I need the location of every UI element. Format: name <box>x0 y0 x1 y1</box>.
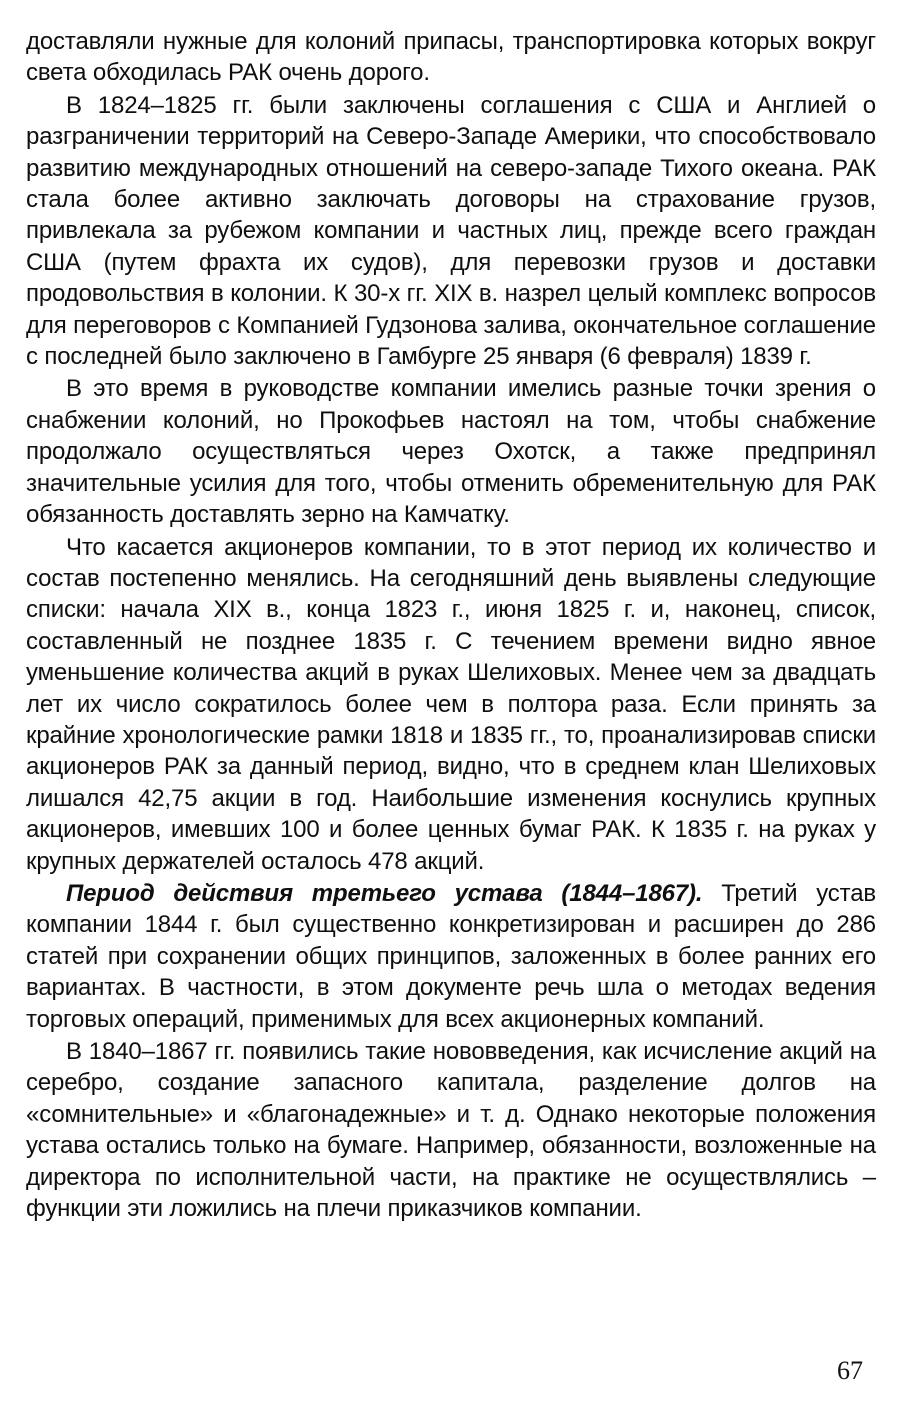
section-heading: Период действия третьего устава (1844–1867). <box>66 879 703 907</box>
paragraph-third-charter-text: Третий устав компании 1844 г. был существенно конкретизирован и расширен до 286 статей при сохранении общих принципов, заложенных в более ранних его вариантах. В частности, в этом документе речь шла о методах ведения торговых операций, применимых для всех акционерных компаний. <box>26 879 876 1033</box>
page-number: 67 <box>837 1356 863 1385</box>
paragraph-third-charter <box>26 878 876 1035</box>
page-body <box>26 26 876 1224</box>
paragraph-shareholders: Что касается акционеров компании, то в этот период их количество и состав постепенно менялись. На сегодняшний день выявлены следующие списки: начала XIX в., конца 1823 г., июня 1825 г. и, наконец, список, составленный не позднее 1835 г. С течением времени видно явное уменьшение количества акций в руках Шелиховых. Менее чем за двадцать лет их число сократилось более чем в полтора раза. Если принять за крайние хронологические рамки 1818 и 1835 гг., то, проанализировав списки акционеров РАК за данный период, видно, что в среднем клан Шелиховых лишался 42,75 акции в год. Наибольшие изменения коснулись крупных акционеров, имевших 100 и более ценных бумаг РАК. К 1835 г. на руках у крупных держателей осталось 478 акций. <box>26 533 876 875</box>
paragraph-supply-debate: В это время в руководстве компании имелись разные точки зрения о снабжении колоний, но Прокофьев настоял на том, чтобы снабжение продолжало осуществляться через Охотск, а также предпринял значительные усилия для того, чтобы отменить обременительную для РАК обязанность доставлять зерно на Камчатку. <box>26 375 876 529</box>
paragraph-innovations: В 1840–1867 гг. появились такие нововведения, как исчисление акций на серебро, создание запасного капитала, разделение долгов на «сомнительные» и «благонадежные» и т. д. Однако некоторые положения устава остались только на бумаге. Например, обязанности, возложенные на директора по исполнительной части, на практике не осуществлялись – функции эти ложились на плечи приказчиков компании. <box>26 1038 876 1223</box>
paragraph-continuation: доставляли нужные для колоний припасы, транспортировка которых вокруг света обходилась РАК очень дорого. <box>26 28 876 87</box>
paragraph-agreements-1824: В 1824–1825 гг. были заключены соглашения с США и Англией о разграничении территорий на Северо-Западе Америки, что способствовало развитию международных отношений на северо-западе Тихого океана. РАК стала более активно заключать договоры на страхование грузов, привлекала за рубежом компании и частных лиц, прежде всего граждан США (путем фрахта их судов), для перевозки грузов и доставки продовольствия в колонии. К 30-х гг. XIX в. назрел целый комплекс вопросов для переговоров с Компанией Гудзонова залива, окончательное соглашение с последней было заключено в Гамбурге 25 января (6 февраля) 1839 г. <box>26 91 876 371</box>
